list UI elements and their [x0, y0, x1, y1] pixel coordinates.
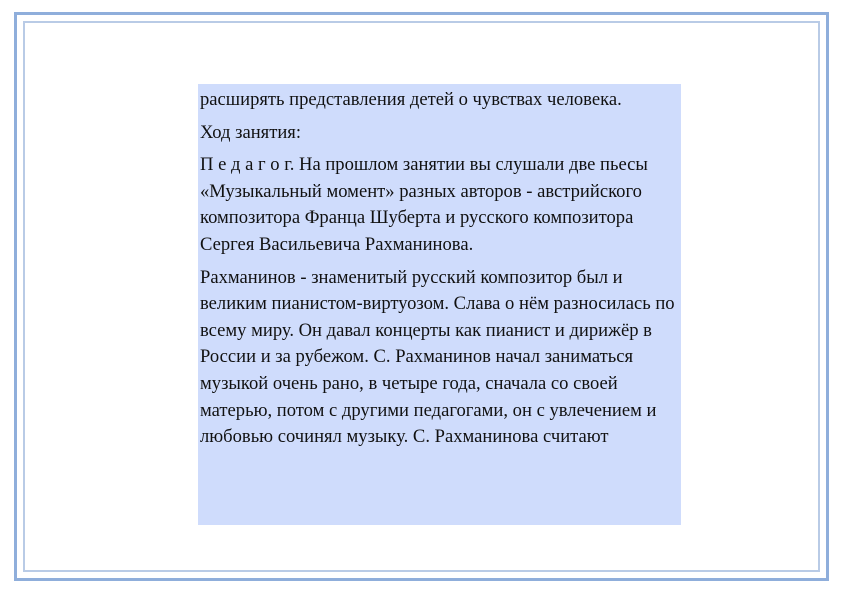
paragraph-goal: расширять представления детей о чувствах человека. [200, 89, 622, 110]
paragraph-teacher-intro: П е д а г о г. На прошлом занятии вы слушали две пьесы «Музыкальный момент» разных авторов - австрийского композитора Франца Шуберта и русского композитора Сергея Васильевича Рахманинова. [200, 154, 648, 255]
paragraph-lesson-heading: Ход занятия: [200, 121, 302, 143]
text-box [198, 84, 681, 525]
paragraph-rachmaninov: Рахманинов - знаменитый русский композитор был и великим пианистом-виртуозом. Слава о нём разносилась по всему миру. Он давал концерты как пианист и дирижёр в России и за рубежом. С. Рахманинов начал заниматься музыкой очень рано, в четыре года, сначала со своей матерью, потом с другими педагогами, он с увлечением и любовью сочинял музыку. С. Рахманинова считают [200, 266, 675, 448]
